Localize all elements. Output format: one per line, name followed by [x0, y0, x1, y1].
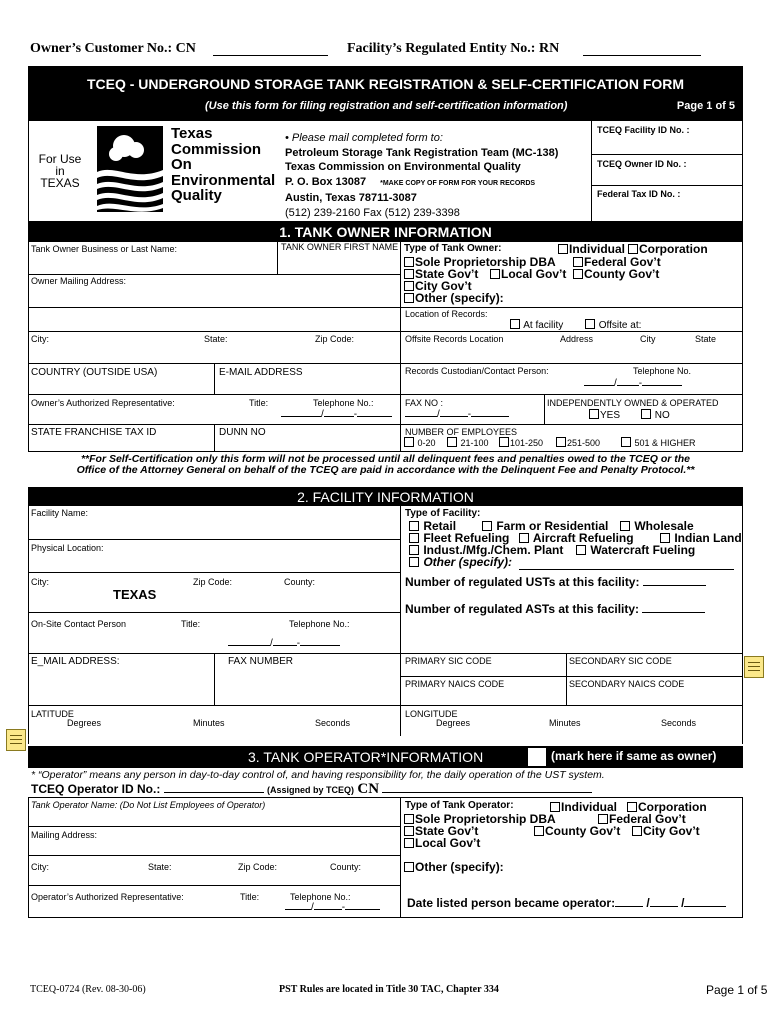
primary-naics-field[interactable]: PRIMARY NAICS CODE — [405, 679, 505, 689]
checkbox-icon — [556, 437, 566, 447]
facility-name-field[interactable]: Facility Name: — [31, 508, 89, 518]
operator-type-city[interactable]: City Gov’t — [632, 824, 700, 838]
employees-101-250[interactable]: 101-250 — [499, 437, 543, 448]
owner-fax-field[interactable]: / - — [405, 409, 509, 420]
longitude-minutes-field[interactable]: Minutes — [549, 718, 581, 728]
checkbox-icon — [632, 826, 642, 836]
independent-yes[interactable]: YES — [589, 409, 620, 421]
checkbox-icon — [482, 521, 492, 531]
checkbox-icon — [404, 814, 414, 824]
checkbox-icon — [404, 281, 414, 291]
facility-state-value: TEXAS — [113, 587, 157, 602]
employees-0-20[interactable]: 0-20 — [404, 437, 436, 448]
operator-state-field[interactable]: State: — [148, 862, 172, 872]
secondary-naics-field[interactable]: SECONDARY NAICS CODE — [569, 679, 685, 689]
owner-type-corporation[interactable]: Corporation — [628, 242, 708, 256]
secondary-sic-field[interactable]: SECONDARY SIC CODE — [569, 656, 672, 666]
checkbox-icon — [409, 557, 419, 567]
checkbox-icon — [404, 269, 414, 279]
owner-zip-field[interactable]: Zip Code: — [315, 334, 355, 344]
latitude-degrees-field[interactable]: Degrees — [67, 718, 102, 728]
checkbox-icon — [404, 838, 414, 848]
owner-type-label: Type of Tank Owner: — [404, 243, 502, 254]
checkbox-icon — [573, 257, 583, 267]
longitude-label: LONGITUDE — [405, 709, 458, 719]
owner-type-sole-prop[interactable]: Sole Proprietorship DBA — [404, 255, 556, 269]
employees-label: NUMBER OF EMPLOYEES — [405, 427, 518, 437]
owner-fax-label: FAX NO : — [405, 398, 444, 408]
facility-zip-field[interactable]: Zip Code: — [193, 577, 233, 587]
operator-id-field[interactable]: TCEQ Operator ID No.: (Assigned by TCEQ) CN — [31, 781, 592, 798]
section-2-header: 2. FACILITY INFORMATION — [28, 487, 743, 506]
checkbox-icon — [628, 244, 638, 254]
tceq-owner-id-field[interactable]: TCEQ Owner ID No. : — [597, 159, 687, 169]
owner-type-federal[interactable]: Federal Gov’t — [573, 255, 661, 269]
facility-type-wholesale[interactable]: Wholesale — [620, 519, 694, 533]
owner-first-name-field[interactable]: TANK OWNER FIRST NAME — [281, 242, 399, 252]
owner-rep-field[interactable]: Owner’s Authorized Representative: — [31, 398, 175, 408]
employees-251-500[interactable]: 251-500 — [556, 437, 600, 448]
checkbox-icon — [409, 545, 419, 555]
owner-type-county[interactable]: County Gov’t — [573, 267, 659, 281]
onsite-phone-label: Telephone No.: — [289, 619, 350, 629]
longitude-degrees-field[interactable]: Degrees — [436, 718, 471, 728]
checkbox-icon — [510, 319, 520, 329]
onsite-phone-field[interactable]: / - — [228, 638, 340, 649]
facility-type-retail[interactable]: Retail — [409, 519, 456, 533]
offsite-state-label: State — [695, 334, 717, 344]
latitude-label: LATITUDE — [31, 709, 74, 719]
owner-email-field[interactable]: E-MAIL ADDRESS — [219, 367, 303, 378]
owner-type-other[interactable]: Other (specify): — [404, 291, 504, 305]
checkbox-icon — [660, 533, 670, 543]
operator-zip-field[interactable]: Zip Code: — [238, 862, 278, 872]
checkbox-icon — [404, 826, 414, 836]
facility-fax-field[interactable]: FAX NUMBER — [228, 656, 294, 667]
facility-entity-no-label: Facility’s Regulated Entity No.: RN — [347, 41, 560, 56]
ast-count-field[interactable]: Number of regulated ASTs at this facility: — [405, 602, 705, 616]
onsite-contact-field[interactable]: On-Site Contact Person — [31, 619, 127, 629]
checkbox-icon — [499, 437, 509, 447]
checkbox-icon — [550, 802, 560, 812]
mailing-instructions: • Please mail completed form to: Petroleum Storage Tank Registration Team (MC-138) Texas Commission on Environmental Quality P. O. Box 13087 *MAKE COPY OF FORM FOR YOUR RECORDS Austin, Texas 78711-3087 (512) 239-2160 Fax (512) 239-3398 — [285, 132, 559, 219]
owner-rep-phone-label: Telephone No.: — [313, 398, 374, 408]
owner-type-state[interactable]: State Gov’t — [404, 267, 478, 281]
delinquent-fee-notice: **For Self-Certification only this form will not be processed until all delinquent fees and penalties owed to the TCEQ or the Office of the Attorney General on behalf of the TCEQ are paid in accordance with the Delinquent Fee and Penalty Protocol.** — [76, 453, 695, 476]
owner-country-field[interactable]: COUNTRY (OUTSIDE USA) — [31, 367, 158, 378]
checkbox-icon — [404, 257, 414, 267]
operator-type-local[interactable]: Local Gov’t — [404, 836, 480, 850]
agency-name: Texas Commission On Environmental Quality — [171, 125, 276, 204]
owner-rep-phone-field[interactable]: / - — [281, 409, 392, 420]
custodian-telephone-label: Telephone No. — [633, 366, 692, 376]
checkbox-icon — [404, 862, 414, 872]
checkbox-icon — [573, 269, 583, 279]
employees-501-higher[interactable]: 501 & HIGHER — [621, 437, 696, 448]
facility-type-other[interactable]: Other (specify): — [409, 555, 512, 569]
checkbox-icon — [627, 802, 637, 812]
employees-21-100[interactable]: 21-100 — [447, 437, 489, 448]
form-title: TCEQ - UNDERGROUND STORAGE TANK REGISTRATION & SELF-CERTIFICATION FORM — [86, 76, 685, 92]
latitude-minutes-field[interactable]: Minutes — [193, 718, 225, 728]
facility-county-field[interactable]: County: — [284, 577, 316, 587]
facility-type-aircraft[interactable]: Aircraft Refueling — [519, 531, 634, 545]
facility-city-field[interactable]: City: — [31, 577, 49, 587]
checkbox-icon — [534, 826, 544, 836]
owner-business-name-field[interactable]: Tank Owner Business or Last Name: — [31, 244, 178, 254]
sticky-note-icon[interactable] — [6, 729, 26, 751]
owner-type-city[interactable]: City Gov’t — [404, 279, 472, 293]
checkbox-icon — [620, 521, 630, 531]
checkbox-icon — [447, 437, 457, 447]
owner-city-field[interactable]: City: — [31, 334, 49, 344]
operator-county-field[interactable]: County: — [330, 862, 362, 872]
checkbox-icon — [558, 244, 568, 254]
dunn-no-field[interactable]: DUNN NO — [219, 427, 266, 438]
primary-sic-field[interactable]: PRIMARY SIC CODE — [405, 656, 492, 666]
owner-type-individual[interactable]: Individual — [558, 242, 625, 256]
form-subtitle: (Use this form for filing registration and self-certification information) — [205, 100, 568, 112]
same-as-owner-checkbox[interactable] — [528, 748, 546, 766]
records-at-facility[interactable]: At facility — [510, 319, 563, 331]
section-3-header: 3. TANK OPERATOR*INFORMATION (mark here if same as owner) — [28, 746, 743, 768]
onsite-title-field[interactable]: Title: — [181, 619, 201, 629]
owner-customer-no-field[interactable] — [213, 55, 328, 56]
custodian-telephone-field[interactable]: / - — [584, 378, 682, 389]
owner-state-field[interactable]: State: — [204, 334, 228, 344]
form-title-bar — [28, 66, 743, 120]
owner-type-local[interactable]: Local Gov’t — [490, 267, 566, 281]
operator-name-field[interactable]: Tank Operator Name: (Do Not List Employees of Operator) — [31, 800, 266, 810]
facility-entity-no-field[interactable] — [583, 55, 701, 56]
operator-type-county[interactable]: County Gov’t — [534, 824, 620, 838]
records-custodian-field[interactable]: Records Custodian/Contact Person: — [405, 366, 549, 376]
checkbox-icon — [598, 814, 608, 824]
offsite-records-location-field[interactable]: Offsite Records Location — [405, 334, 504, 344]
operator-rep-field[interactable]: Operator’s Authorized Representative: — [31, 892, 184, 902]
offsite-address-label: Address — [560, 334, 594, 344]
state-franchise-tax-field[interactable]: STATE FRANCHISE TAX ID — [31, 427, 157, 438]
operator-city-field[interactable]: City: — [31, 862, 49, 872]
sticky-note-icon[interactable] — [744, 656, 764, 678]
checkbox-icon — [409, 521, 419, 531]
operator-rep-phone-label: Telephone No.: — [290, 892, 351, 902]
tceq-facility-id-field[interactable]: TCEQ Facility ID No. : — [597, 125, 690, 135]
checkbox-icon — [641, 409, 651, 419]
pst-rules-note: PST Rules are located in Title 30 TAC, Chapter 334 — [279, 984, 499, 995]
records-offsite[interactable]: Offsite at: — [585, 319, 641, 331]
facility-type-industrial[interactable]: Indust./Mfg./Chem. Plant — [409, 543, 563, 557]
operator-type-corporation[interactable]: Corporation — [627, 800, 707, 814]
latitude-seconds-field[interactable]: Seconds — [315, 718, 351, 728]
operator-type-sole-prop[interactable]: Sole Proprietorship DBA — [404, 812, 556, 826]
ust-count-field[interactable]: Number of regulated USTs at this facility: — [405, 575, 706, 589]
operator-type-state[interactable]: State Gov’t — [404, 824, 478, 838]
section-1-header: 1. TANK OWNER INFORMATION — [28, 222, 743, 242]
footer-page-number: Page 1 of 5 — [706, 983, 768, 997]
tceq-logo — [94, 124, 166, 216]
operator-type-federal[interactable]: Federal Gov’t — [598, 812, 686, 826]
checkbox-icon — [589, 409, 599, 419]
operator-mailing-field[interactable]: Mailing Address: — [31, 830, 98, 840]
operator-rep-phone-field[interactable]: / - — [285, 902, 380, 913]
facility-type-indian-land[interactable]: Indian Land — [660, 531, 742, 545]
facility-email-field[interactable]: E_MAIL ADDRESS: — [31, 656, 120, 667]
checkbox-icon — [490, 269, 500, 279]
facility-type-farm[interactable]: Farm or Residential — [482, 519, 608, 533]
checkbox-icon — [621, 437, 631, 447]
facility-type-fleet[interactable]: Fleet Refueling — [409, 531, 509, 545]
facility-type-label: Type of Facility: — [405, 508, 481, 519]
location-of-records-label: Location of Records: — [405, 309, 488, 319]
independently-owned-label: INDEPENDENTLY OWNED & OPERATED — [547, 398, 719, 408]
operator-definition: * “Operator” means any person in day-to-day control of, and having responsibility for, the daily operation of the UST system. — [31, 769, 605, 781]
owner-mailing-address-field[interactable]: Owner Mailing Address: — [31, 276, 127, 286]
checkbox-icon — [585, 319, 595, 329]
form-number: TCEQ-0724 (Rev. 08-30-06) — [30, 984, 146, 995]
checkbox-icon — [404, 293, 414, 303]
for-use-in-texas: For Use in TEXAS — [38, 152, 82, 190]
date-became-operator-field[interactable]: Date listed person became operator: / / — [407, 896, 726, 910]
operator-rep-title-field[interactable]: Title: — [240, 892, 260, 902]
longitude-seconds-field[interactable]: Seconds — [661, 718, 697, 728]
offsite-city-label: City — [640, 334, 656, 344]
operator-type-label: Type of Tank Operator: — [405, 800, 514, 811]
page-indicator: Page 1 of 5 — [676, 100, 735, 112]
physical-location-field[interactable]: Physical Location: — [31, 543, 104, 553]
checkbox-icon — [404, 437, 414, 447]
checkbox-icon — [576, 545, 586, 555]
independent-no[interactable]: NO — [641, 409, 670, 421]
checkbox-icon — [409, 533, 419, 543]
operator-type-individual[interactable]: Individual — [550, 800, 617, 814]
federal-tax-id-field[interactable]: Federal Tax ID No. : — [597, 189, 681, 199]
owner-rep-title-field[interactable]: Title: — [249, 398, 269, 408]
owner-customer-no-label: Owner’s Customer No.: CN — [30, 41, 196, 56]
operator-type-other[interactable]: Other (specify): — [404, 860, 504, 874]
checkbox-icon — [519, 533, 529, 543]
facility-type-watercraft[interactable]: Watercraft Fueling — [576, 543, 695, 557]
